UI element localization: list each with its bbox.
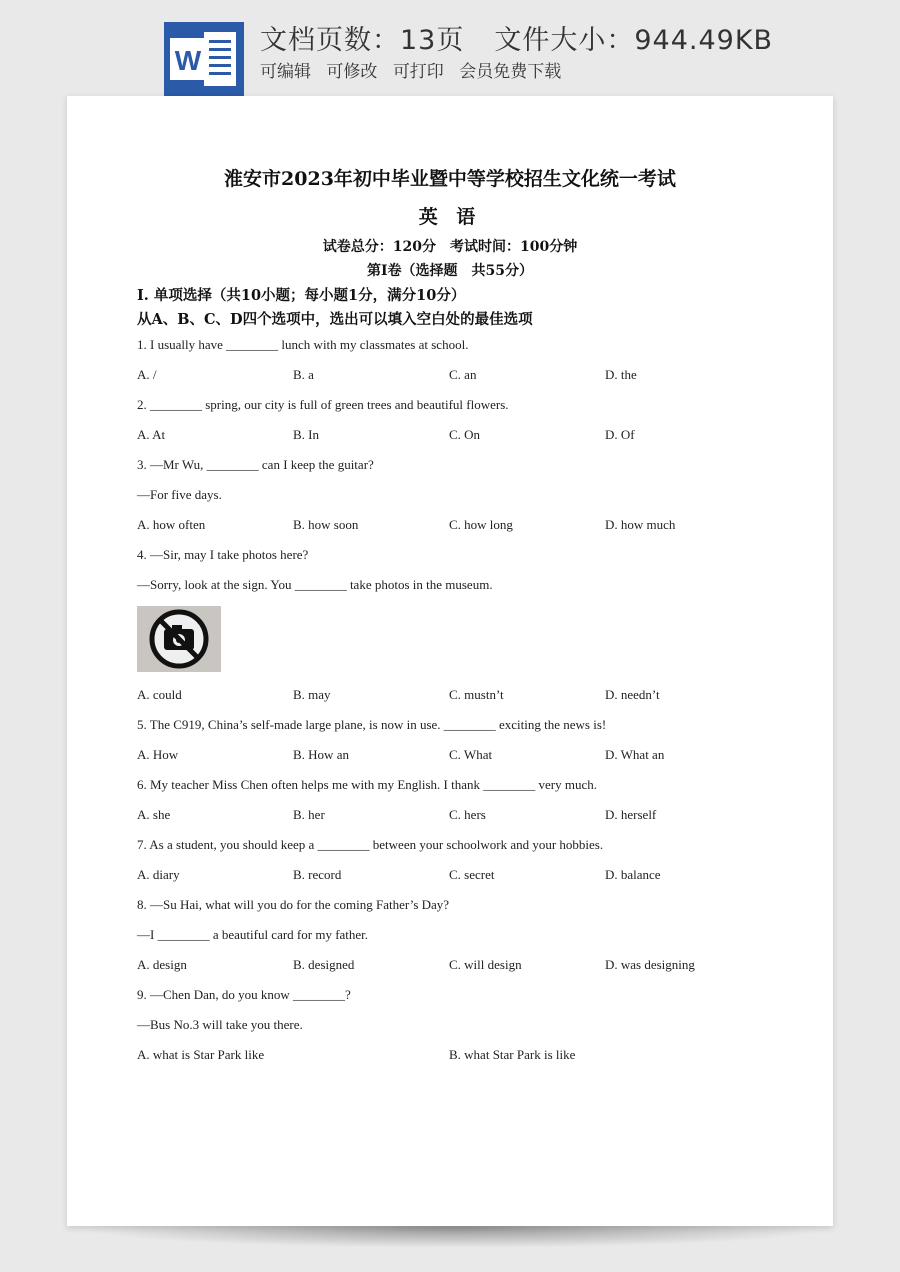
q5-option-b: B. How an	[293, 747, 349, 762]
q8-option-d: D. was designing	[605, 957, 695, 972]
q3-option-a: A. how often	[137, 517, 206, 532]
q4-option-d: D. needn’t	[605, 687, 660, 702]
q7-option-d: D. balance	[605, 867, 661, 882]
q4-option-c: C. mustn’t	[449, 687, 504, 702]
banner-features	[260, 57, 571, 82]
q6-option-c: C. hers	[449, 807, 486, 822]
q2-option-c: C. On	[449, 427, 481, 442]
question-1: 1. I usually have ________ lunch with my classmates at school.	[137, 337, 469, 352]
question-8: 8. —Su Hai, what will you do for the coming Father’s Day?	[137, 897, 450, 912]
part-heading: 第Ⅰ卷（选择题 共55分）	[366, 263, 534, 279]
feature-modifiable: 可修改	[326, 62, 378, 82]
q5-option-c: C. What	[449, 747, 493, 762]
q6-option-b: B. her	[293, 807, 325, 822]
no-photography-sign-icon	[137, 606, 221, 672]
question-2: 2. ________ spring, our city is full of green trees and beautiful flowers.	[137, 397, 509, 412]
q9-option-a: A. what is Star Park like	[137, 1047, 265, 1062]
question-9: 9. —Chen Dan, do you know ________?	[137, 987, 351, 1002]
q4-option-b: B. may	[293, 687, 331, 702]
q1-option-c: C. an	[449, 367, 477, 382]
exam-title: 淮安市2023年初中毕业暨中等学校招生文化统一考试	[224, 168, 676, 190]
file-size: 文件大小：944.49KB	[494, 25, 774, 56]
q3-option-d: D. how much	[605, 517, 676, 532]
instruction: 从A、B、C、D四个选项中，选出可以填入空白处的最佳选项	[137, 311, 533, 328]
question-9-reply: —Bus No.3 will take you there.	[137, 1017, 303, 1032]
q8-option-b: B. designed	[293, 957, 355, 972]
q2-option-a: A. At	[137, 427, 166, 442]
question-7: 7. As a student, you should keep a ________ between your schoolwork and your hobbies.	[137, 837, 604, 852]
question-8-reply: —I ________ a beautiful card for my father.	[137, 927, 369, 942]
q3-option-b: B. how soon	[293, 517, 359, 532]
q6-option-d: D. herself	[605, 807, 657, 822]
q6-option-a: A. she	[137, 807, 171, 822]
q2-option-d: D. Of	[605, 427, 635, 442]
download-banner	[0, 0, 900, 100]
q7-option-b: B. record	[293, 867, 342, 882]
q3-option-c: C. how long	[449, 517, 513, 532]
q8-option-a: A. design	[137, 957, 187, 972]
q1-option-a: A. /	[137, 367, 157, 382]
word-doc-icon	[164, 22, 244, 96]
word-icon-letter: W	[174, 45, 202, 76]
q1-option-d: D. the	[605, 367, 637, 382]
q5-option-d: D. What an	[605, 747, 665, 762]
question-4: 4. —Sir, may I take photos here?	[137, 547, 309, 562]
q7-option-a: A. diary	[137, 867, 180, 882]
subject-title: 英 语	[418, 206, 482, 228]
q1-option-b: B. a	[293, 367, 314, 382]
feature-member-download[interactable]: 会员免费下载	[459, 62, 562, 82]
section-heading: Ⅰ. 单项选择（共10小题；每小题1分，满分10分）	[137, 287, 466, 304]
q2-option-b: B. In	[293, 427, 319, 442]
question-4-reply: —Sorry, look at the sign. You ________ take photos in the museum.	[137, 577, 493, 592]
banner-title	[260, 18, 803, 57]
q4-option-a: A. could	[137, 687, 182, 702]
no-photography-sign	[137, 606, 221, 672]
question-3: 3. —Mr Wu, ________ can I keep the guitar?	[137, 457, 374, 472]
question-6: 6. My teacher Miss Chen often helps me with my English. I thank ________ very much.	[137, 777, 597, 792]
feature-printable: 可打印	[392, 62, 444, 82]
q9-option-b: B. what Star Park is like	[449, 1047, 576, 1062]
q7-option-c: C. secret	[449, 867, 495, 882]
document-page	[67, 96, 833, 1226]
question-3-reply: —For five days.	[137, 487, 222, 502]
q8-option-c: C. will design	[449, 957, 522, 972]
question-5: 5. The C919, China’s self-made large plane, is now in use. ________ exciting the news is!	[137, 717, 607, 732]
feature-editable: 可编辑	[260, 62, 311, 82]
score-time: 试卷总分：120分 考试时间：100分钟	[322, 239, 578, 255]
page-count: 文档页数：13页	[260, 25, 465, 56]
q5-option-a: A. How	[137, 747, 179, 762]
